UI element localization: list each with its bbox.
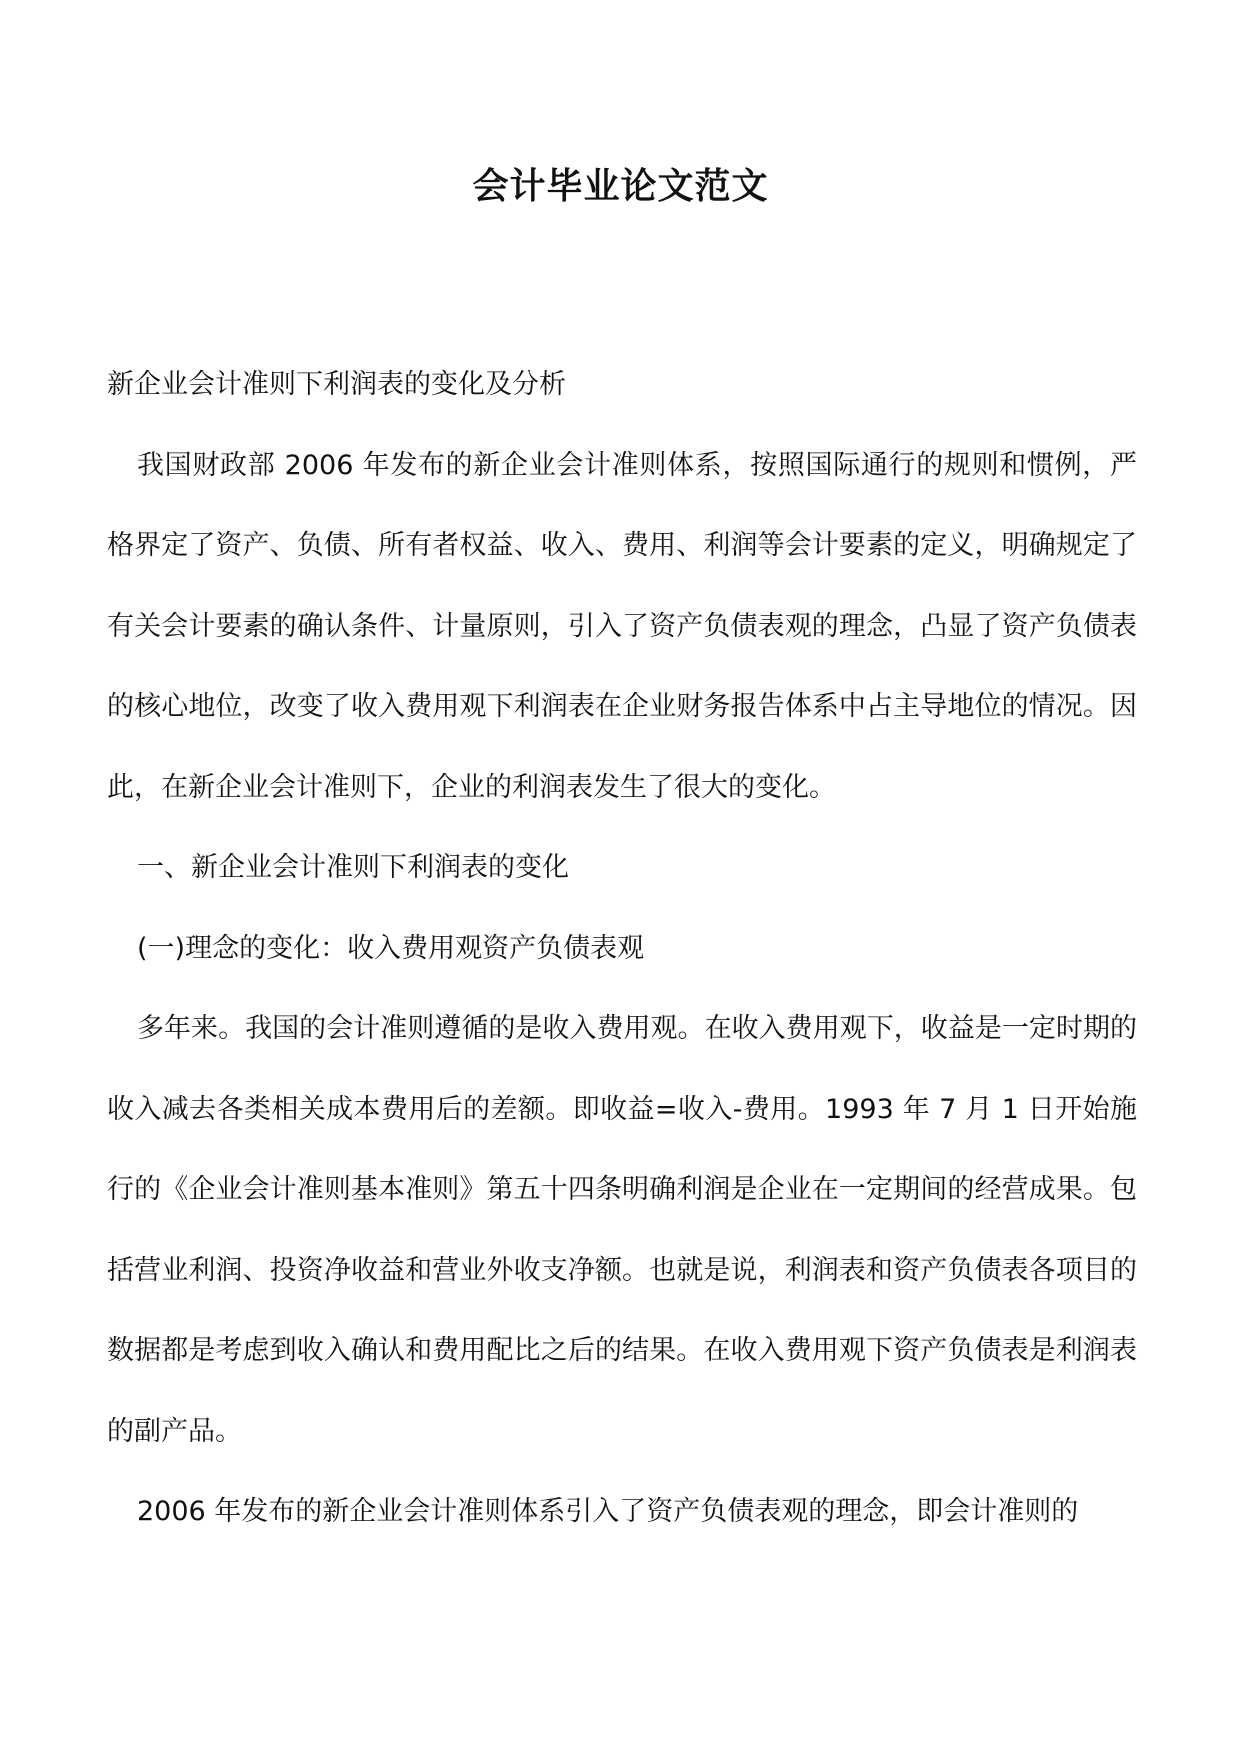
document-title: 会计毕业论文范文 — [472, 166, 769, 207]
paragraph-balance-sheet-view: 2006 年发布的新企业会计准则体系引入了资产负债表观的理念，即会计准则的 — [137, 1496, 1079, 1527]
document-body — [107, 345, 1137, 1553]
paragraph-intro: 我国财政部 2006 年发布的新企业会计准则体系，按照国际通行的规则和惯例，严格界定了资产、负债、所有者权益、收入、费用、利润等会计要素的定义，明确规定了有关会计要素的确认条件、计量原则，引入了资产负债表观的理念，凸显了资产负债表的核心地位，改变了收入费用观下利润表在企业财务报告体系中占主导地位的情况。因此，在新企业会计准则下，企业的利润表发生了很大的变化。 — [107, 449, 1137, 803]
section-heading: 一、新企业会计准则下利润表的变化 — [137, 852, 569, 883]
paragraph-income-expense-view: 多年来。我国的会计准则遵循的是收入费用观。在收入费用观下，收益是一定时期的收入减去各类相关成本费用后的差额。即收益=收入-费用。1993 年 7 月 1 日开始施行的《企业会计准则基本准则》第五十四条明确利润是企业在一定期间的经营成果。包括营业利润、投资净收益和营业外收支净额。也就是说，利润表和资产负债表各项目的数据都是考虑到收入确认和费用配比之后的结果。在收入费用观下资产负债表是利润表的副产品。 — [107, 1013, 1137, 1447]
subsection-heading: (一)理念的变化：收入费用观资产负债表观 — [137, 932, 645, 964]
article-heading: 新企业会计准则下利润表的变化及分析 — [107, 369, 566, 400]
